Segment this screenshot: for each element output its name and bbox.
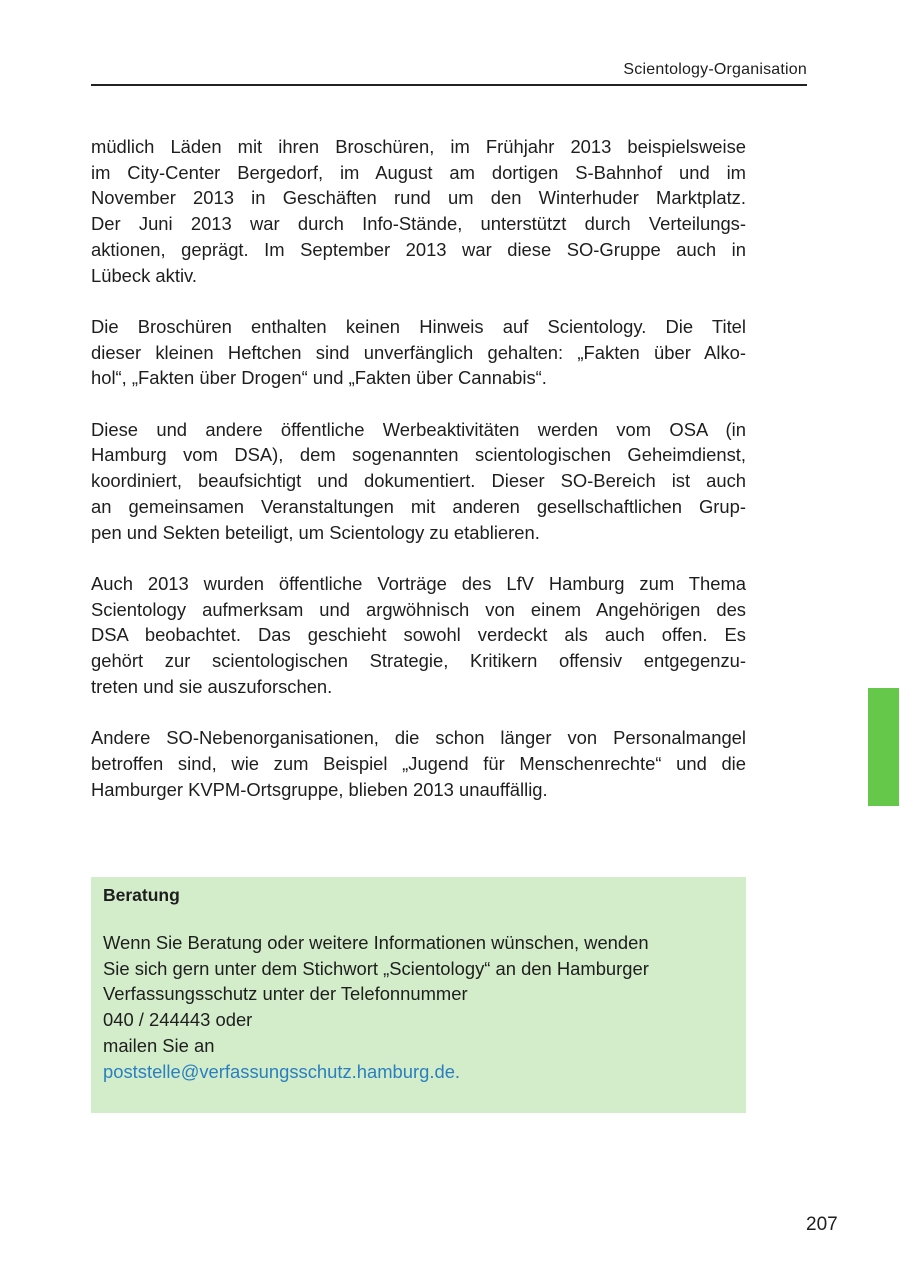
text-line: koordiniert, beaufsichtigt und dokumentiert. Dieser SO-Bereich ist auch: [91, 470, 746, 492]
paragraph: [91, 134, 746, 288]
info-line: 040 / 244443 oder: [103, 1009, 253, 1031]
paragraph: [91, 725, 746, 802]
text-line: Scientology aufmerksam und argwöhnisch von einem Angehörigen des: [91, 598, 746, 620]
text-line: müdlich Läden mit ihren Broschüren, im Frühjahr 2013 beispielsweise: [91, 136, 746, 157]
text-line: aktionen, geprägt. Im September 2013 war diese SO-Gruppe auch in: [91, 238, 746, 260]
text-line: Andere SO-Nebenorganisationen, die schon länger von Personalmangel: [91, 727, 746, 749]
text-line: Der Juni 2013 war durch Info-Stände, unterstützt durch Verteilungs-: [91, 213, 746, 235]
info-box-text: [103, 930, 649, 1084]
info-line: Verfassungsschutz unter der Telefonnummer: [103, 983, 468, 1005]
text-line: November 2013 in Geschäften rund um den Winterhuder Marktplatz.: [91, 187, 746, 209]
page-number: 207: [806, 1214, 838, 1235]
body-text: [91, 134, 746, 828]
running-header: [91, 59, 807, 86]
text-line: hol“, „Fakten über Drogen“ und „Fakten über Cannabis“.: [91, 367, 547, 389]
text-line: treten und sie auszuforschen.: [91, 675, 333, 697]
info-line: mailen Sie an: [103, 1034, 215, 1056]
text-line: Lübeck aktiv.: [91, 264, 197, 286]
paragraph: [91, 314, 746, 391]
text-line: an gemeinsamen Veranstaltungen mit anderen gesellschaftlichen Grup-: [91, 495, 746, 517]
info-line: Wenn Sie Beratung oder weitere Informationen wünschen, wenden: [103, 932, 649, 953]
text-line: im City-Center Bergedorf, im August am dortigen S-Bahnhof und im: [91, 161, 746, 183]
text-line: pen und Sekten beteiligt, um Scientology zu etablieren.: [91, 521, 540, 543]
text-line: Hamburg vom DSA), dem sogenannten scientologischen Geheimdienst,: [91, 444, 746, 466]
text-line: Die Broschüren enthalten keinen Hinweis auf Scientology. Die Titel: [91, 315, 746, 337]
text-line: Hamburger KVPM-Ortsgruppe, blieben 2013 unauffällig.: [91, 778, 548, 800]
paragraph: [91, 417, 746, 546]
text-line: gehört zur scientologischen Strategie, Kritikern offensiv entgegenzu-: [91, 650, 746, 672]
info-line: Sie sich gern unter dem Stichwort „Scientology“ an den Hamburger: [103, 957, 649, 979]
header-title: Scientology-Organisation: [623, 61, 807, 78]
paragraph: [91, 571, 746, 700]
text-line: Diese und andere öffentliche Werbeaktivitäten werden vom OSA (in: [91, 418, 746, 440]
info-box-title: Beratung: [103, 885, 180, 905]
text-line: Auch 2013 wurden öffentliche Vorträge des LfV Hamburg zum Thema: [91, 572, 746, 594]
text-line: DSA beobachtet. Das geschieht sowohl verdeckt als auch offen. Es: [91, 624, 746, 646]
email-link[interactable]: poststelle@verfassungsschutz.hamburg.de.: [103, 1060, 461, 1082]
info-box: [91, 877, 746, 1113]
text-line: betroffen sind, wie zum Beispiel „Jugend für Menschenrechte“ und die: [91, 752, 746, 774]
chapter-tab-marker: [868, 688, 899, 806]
text-line: dieser kleinen Heftchen sind unverfänglich gehalten: „Fakten über Alko-: [91, 341, 746, 363]
